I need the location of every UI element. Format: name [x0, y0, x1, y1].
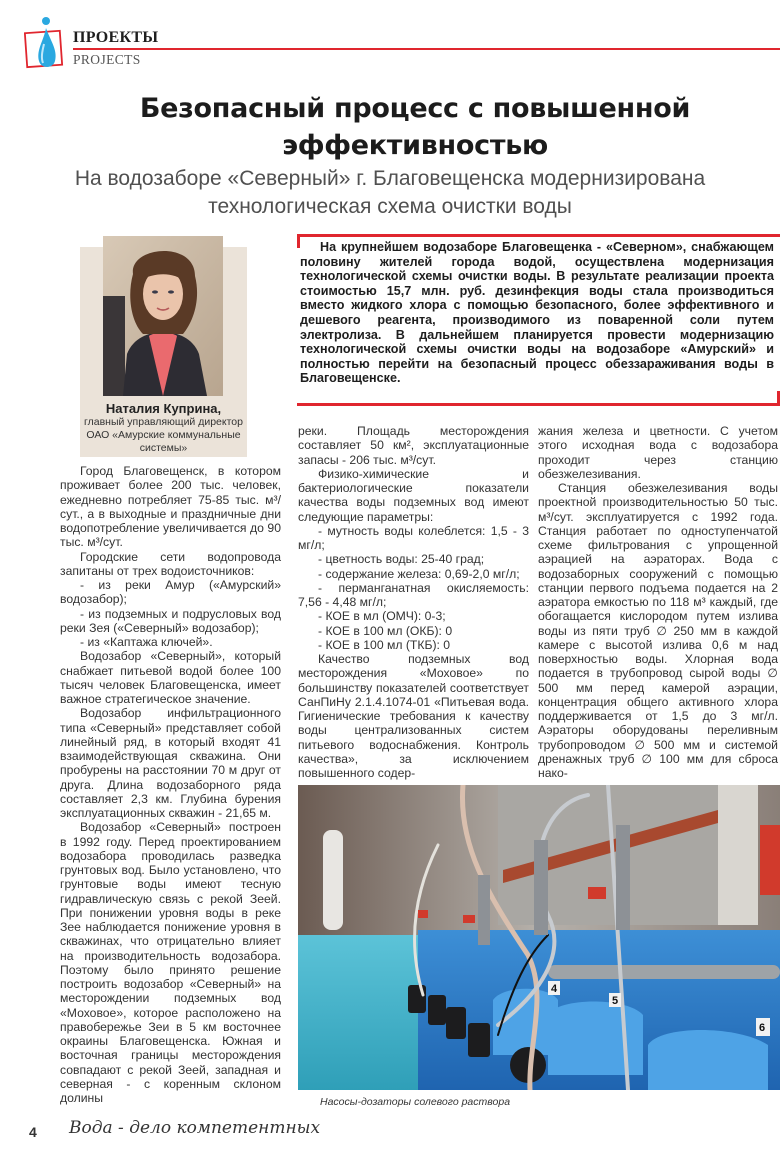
portrait-name: Наталия Куприна,: [105, 401, 222, 416]
paragraph: жания железа и цветности. С учетом этого исходная вода с водозабора проходит через станцию обезжелезивания.: [538, 424, 778, 481]
portrait-photo: [103, 236, 223, 396]
paragraph: Городские сети водопровода запитаны от трех водоисточников:: [60, 549, 281, 578]
list-item: - из реки Амур («Амурский» водозабор);: [60, 578, 281, 607]
portrait-role: главный управляющий директор ОАО «Амурские коммунальные системы»: [84, 416, 243, 454]
pump-label-5: 5: [612, 995, 619, 1007]
lead-paragraph: На крупнейшем водозаборе Благовещенка - «Северном», снабжающем половину жителей города водой, осуществлена модернизация технологической схемы очистки воды. В результате реализации проекта стоимостью 15,7 млн. руб. дезинфекция воды стала производиться вместо жидкого хлора с помощью безопасного, более эффективного и дешевого реагента, производимого из поваренной соли путем электролиза. В дальнейшем планируется провести модернизацию технологической схемы очистки воды на водозаборе «Амурский» и полностью перейти на безопасный процесс обеззараживания воды в Благовещенске.: [300, 240, 774, 386]
lead-frame-top: [297, 234, 780, 237]
list-item: - цветность воды: 25-40 град;: [318, 552, 485, 567]
paragraph: Физико-химические и бактериологические показатели качества воды подземных вод имеют следующие параметры:: [298, 466, 529, 524]
list-item: - из «Каптажа ключей».: [80, 635, 213, 649]
water-drop-logo-icon: [24, 14, 70, 72]
article-subtitle: На водозаборе «Северный» г. Благовещенска модернизирована технологическая схема очистки воды: [74, 167, 706, 218]
photo-caption: Насосы-дозаторы солевого раствора: [320, 1096, 511, 1108]
lead-frame-bottom: [297, 403, 780, 406]
pump-label-4: 4: [551, 983, 558, 995]
article-title: Безопасный процесс с повышенной эффективностью: [139, 93, 691, 161]
paragraph: Водозабор «Северный», который снабжает питьевой водой более 100 тысяч человек Благовещенска, имеет важное стратегическое значение.: [60, 649, 281, 706]
body-column-2: [298, 424, 529, 780]
list-item: - КОЕ в 100 мл (ТКБ): 0: [318, 637, 451, 652]
section-title-en: PROJECTS: [73, 52, 141, 67]
list-item: - мутность воды колеблется: 1,5 - 3 мг/л;: [298, 523, 529, 552]
section-title-ru: ПРОЕКТЫ: [73, 29, 159, 46]
body-column-3: [538, 424, 778, 780]
paragraph: Город Благовещенск, в котором проживает более 200 тыс. человек, ежедневно потребляет 75-85 тыс. м³/сут., а в выходные и праздничные дни водопотребление увеличивается до 90 тыс. м³/сут.: [60, 464, 281, 550]
dosing-pumps-photo: [298, 785, 780, 1090]
list-item: - перманганатная окисляемость: 7,56 - 4,48 мг/л;: [298, 580, 529, 609]
paragraph: Станция обезжелезивания воды проектной производительностью 50 тыс. м³/сут. эксплуатируется с 1992 года. Станция работает по одноступенчатой схеме фильтрования с упрощенной аэрацией на аэраторах. Вода с водозаборных сооружений с помощью станции первого подъема подается на 2 аэратора емкостью по 118 м³ каждый, где обогащается кислородом путем излива воды из пяти труб ∅ 250 мм в каждой камере с высотой излива 0,6 м над поверхностью воды. Хлорная вода подается в трубопровод сырой воды ∅ 500 мм перед камерой аэрации, концентрация общего активного хлора поддерживается от 1,5 до 3 мг/л. Аэраторы оборудованы переливным трубопроводом ∅ 500 мм и системой дренажных труб ∅ 100 мм для сброса нако-: [538, 481, 778, 780]
pump-label-6: 6: [759, 1022, 766, 1034]
paragraph: Водозабор инфильтрационного типа «Северный» представляет собой линейный ряд, в который входят 41 взаимодействующая скважина. Они пробурены на расстоянии 70 м друг от друга. Длина водозаборного ряда составляет 2,3 км. Глубина бурения эксплуатационных скважин - 21,65 м.: [60, 706, 281, 820]
list-item: - КОЕ в 100 мл (ОКБ): 0: [318, 623, 453, 638]
page-number: 4: [29, 1124, 37, 1140]
paragraph: Водозабор «Северный» построен в 1992 году. Перед проектированием водозабора проводилась разведка грунтовых вод. Было установлено, что грунтовые воды имеют тесную гидравлическую связь с рекой Зеей. При понижении уровня воды в реке Зее наблюдается понижение уровня в скважинах, что отрицательно влияет на производительность водозабора. Поэтому было принято решение построить водозабор «Северный» на месторождении подземных вод «Моховое», которое расположено на правобережье Зеи в 5 км восточнее окраины Благовещенска. Южная и восточная границы месторождения совпадают с рекой Зеей, западная и северная - с коренным склоном долины: [60, 820, 281, 1105]
paragraph: реки. Площадь месторождения составляет 50 км², эксплуатационные запасы - 206 тыс. м³/сут.: [298, 424, 529, 467]
list-item: - содержание железа: 0,69-2,0 мг/л;: [318, 566, 520, 581]
list-item: - КОЕ в мл (ОМЧ): 0-3;: [318, 609, 446, 624]
list-item: - из подземных и подрусловых вод реки Зея («Северный» водозабор);: [60, 606, 281, 635]
paragraph: Качество подземных вод месторождения «Моховое» по большинству показателей соответствует СанПиНу 2.1.4.1074-01 «Питьевая вода. Гигиенические требования к качеству воды централизованных систем питьевого водоснабжения. Контроль качества», за исключением повышенного содер-: [298, 652, 529, 780]
section-divider: [73, 48, 780, 50]
footer-slogan: Вода - дело компетентных: [69, 1118, 321, 1138]
body-column-1: [60, 464, 281, 1105]
